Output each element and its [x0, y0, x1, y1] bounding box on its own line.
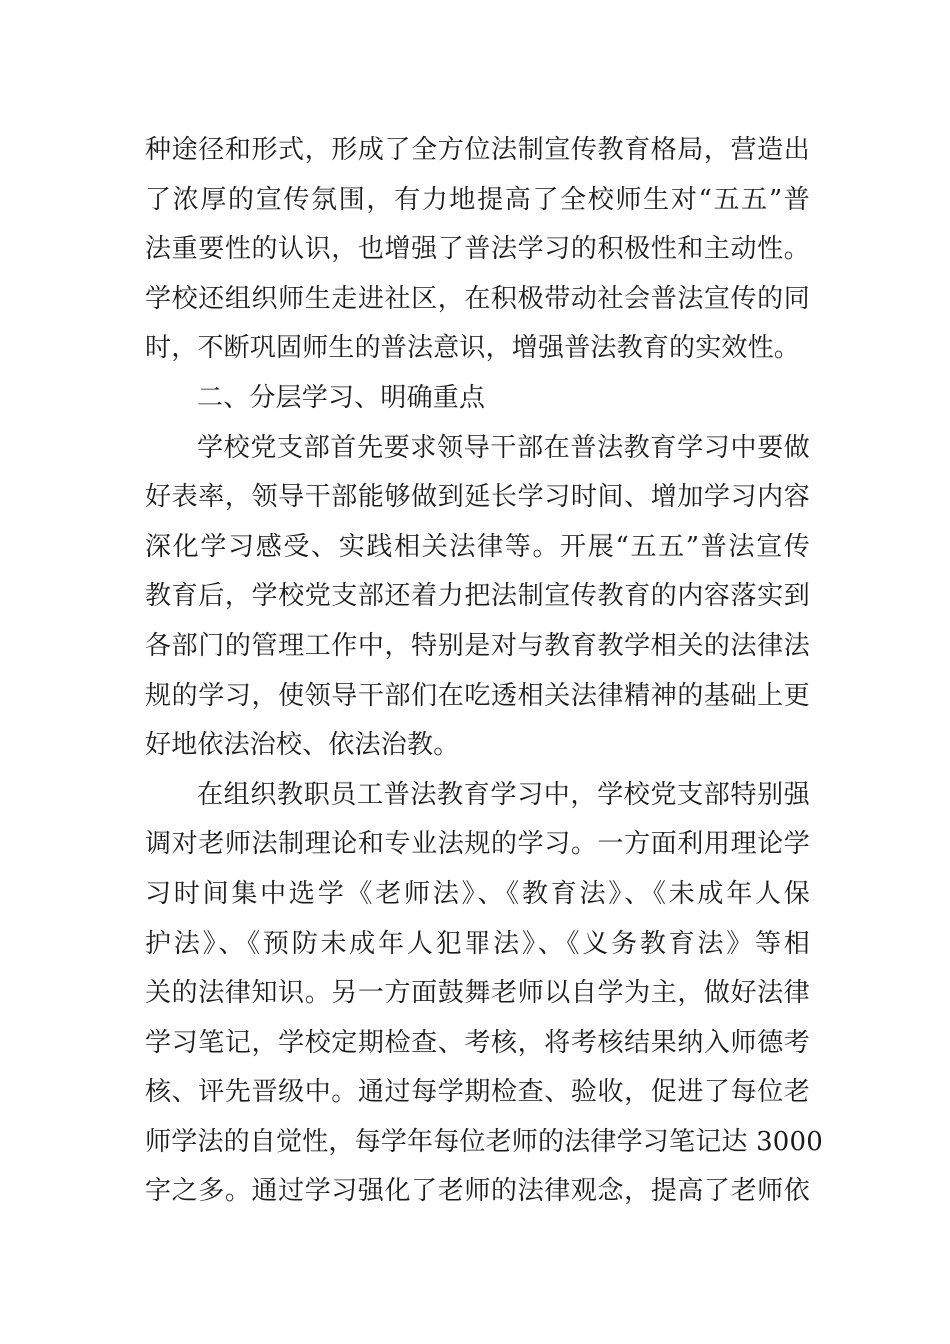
text-line: 学校还组织师生走进社区，在积极带动社会普法宣传的同 — [145, 283, 810, 314]
text-line: 学校党支部首先要求领导干部在普法教育学习中要做 — [197, 432, 810, 463]
text-line: 时，不断巩固师生的普法意识，增强普法教育的实效性。 — [145, 333, 801, 364]
text-line: 字之多。通过学习强化了老师的法律观念，提高了老师依 — [145, 1176, 810, 1207]
text-line: 好表率，领导干部能够做到延长学习时间、增加学习内容 — [145, 482, 810, 513]
text-line: 核、评先晋级中。通过每学期检查、验收，促进了每位老 — [145, 1077, 810, 1108]
text-line: 护法》、《预防未成年人犯罪法》、《义务教育法》等相 — [145, 928, 810, 959]
text-line: 深化学习感受、实践相关法律等。开展“五五”普法宣传 — [145, 531, 810, 562]
text-line: 了浓厚的宣传氛围，有力地提高了全校师生对“五五”普 — [145, 184, 810, 215]
text-line: 法重要性的认识，也增强了普法学习的积极性和主动性。 — [145, 234, 810, 265]
body-text — [145, 126, 824, 1217]
text-line: 习时间集中选学《老师法》、《教育法》、《未成年人保 — [145, 878, 810, 909]
text-line: 种途径和形式，形成了全方位法制宣传教育格局，营造出 — [145, 135, 810, 165]
text-line: 调对老师法制理论和专业法规的学习。一方面利用理论学 — [145, 829, 810, 860]
text-line: 师学法的自觉性，每学年每位老师的法律学习笔记达 3000 — [145, 1126, 824, 1157]
text-line: 在组织教职员工普法教育学习中，学校党支部特别强 — [197, 779, 810, 810]
text-line: 各部门的管理工作中，特别是对与教育教学相关的法律法 — [145, 630, 810, 661]
text-line: 好地依法治校、依法治教。 — [145, 730, 460, 761]
text-line: 学习笔记，学校定期检查、考核，将考核结果纳入师德考 — [145, 1027, 810, 1058]
section-heading: 二、分层学习、明确重点 — [197, 382, 486, 413]
text-line: 教育后，学校党支部还着力把法制宣传教育的内容落实到 — [145, 581, 810, 612]
text-line: 关的法律知识。另一方面鼓舞老师以自学为主，做好法律 — [145, 978, 810, 1009]
text-line: 规的学习，使领导干部们在吃透相关法律精神的基础上更 — [145, 680, 810, 711]
